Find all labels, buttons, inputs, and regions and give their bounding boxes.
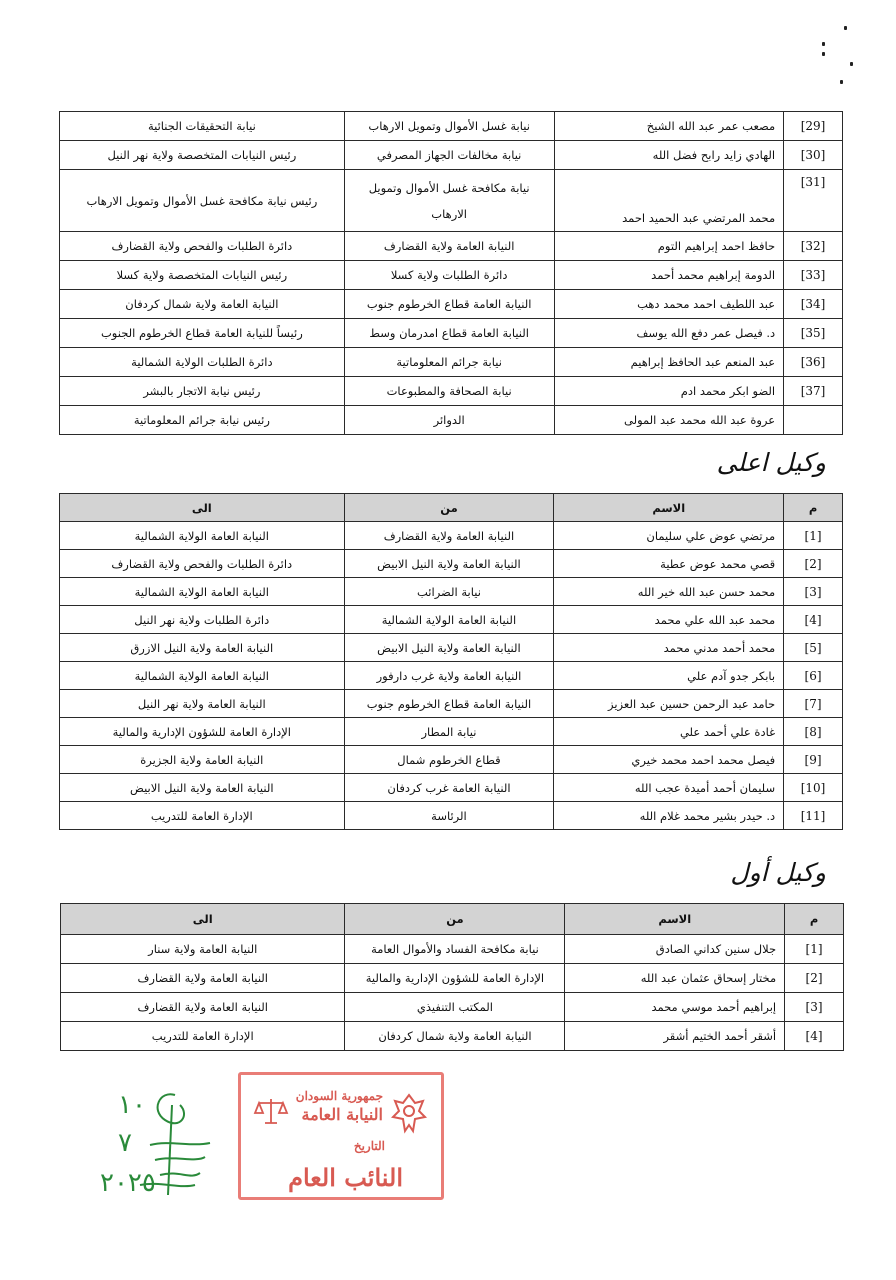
row-name: أشقر أحمد الختيم أشقر bbox=[565, 1022, 785, 1051]
table-row bbox=[60, 319, 843, 348]
row-name: محمد أحمد مدني محمد bbox=[554, 634, 784, 662]
table-row bbox=[60, 522, 843, 550]
continued-roster-table bbox=[59, 111, 843, 435]
header-name: الاسم bbox=[554, 494, 784, 522]
table-row bbox=[60, 578, 843, 606]
stamp-republic: جمهورية السودان bbox=[295, 1089, 383, 1103]
table-row bbox=[60, 290, 843, 319]
header-number: م bbox=[784, 494, 843, 522]
row-to: دائرة الطلبات والفحص ولاية القضارف bbox=[60, 550, 345, 578]
row-from: نيابة مخالفات الجهاز المصرفي bbox=[344, 141, 554, 170]
table-row bbox=[60, 348, 843, 377]
table-row bbox=[60, 232, 843, 261]
handwritten-month: ٧ bbox=[118, 1128, 132, 1158]
stamp-date-label: التاريخ bbox=[353, 1139, 385, 1153]
row-from: نيابة جرائم المعلوماتية bbox=[344, 348, 554, 377]
row-to: الإدارة العامة للشؤون الإدارية والمالية bbox=[60, 718, 345, 746]
row-name: مصعب عمر عبد الله الشيخ bbox=[554, 112, 784, 141]
table-row bbox=[60, 746, 843, 774]
row-to: رئيس نيابة الاتجار بالبشر bbox=[60, 377, 345, 406]
table-row bbox=[60, 606, 843, 634]
row-name: سليمان أحمد أميدة عجب الله bbox=[554, 774, 784, 802]
stamp-attorney-general: النائب العام bbox=[288, 1163, 403, 1192]
row-name: عروة عبد الله محمد عبد المولى bbox=[554, 406, 784, 435]
row-from: النيابة العامة غرب كردفان bbox=[344, 774, 554, 802]
table-header-row bbox=[60, 494, 843, 522]
row-number: [32] bbox=[784, 232, 843, 261]
row-number: [9] bbox=[784, 746, 843, 774]
row-to: دائرة الطلبات الولاية الشمالية bbox=[60, 348, 345, 377]
header-to: الى bbox=[60, 494, 345, 522]
row-number: [11] bbox=[784, 802, 843, 830]
row-number: [2] bbox=[784, 550, 843, 578]
header-to: الى bbox=[61, 904, 345, 935]
scan-marks bbox=[808, 22, 858, 92]
stamp-prosecution: النيابة العامة bbox=[301, 1105, 383, 1124]
row-to: النيابة العامة الولاية الشمالية bbox=[60, 662, 345, 690]
row-to: الإدارة العامة للتدريب bbox=[61, 1022, 345, 1051]
row-from: النيابة العامة قطاع الخرطوم جنوب bbox=[344, 290, 554, 319]
row-to: رئيس النيابات المتخصصة ولاية كسلا bbox=[60, 261, 345, 290]
row-number: [30] bbox=[784, 141, 843, 170]
row-name: حافظ احمد إبراهيم التوم bbox=[554, 232, 784, 261]
row-number: [5] bbox=[784, 634, 843, 662]
table-row bbox=[60, 261, 843, 290]
row-from: النيابة العامة ولاية النيل الابيض bbox=[344, 634, 554, 662]
row-number: [31] bbox=[784, 170, 843, 232]
row-number bbox=[784, 406, 843, 435]
row-number: [36] bbox=[784, 348, 843, 377]
row-name: بابكر جدو آدم علي bbox=[554, 662, 784, 690]
row-from: النيابة العامة ولاية القضارف bbox=[344, 522, 554, 550]
section-heading-senior-deputy: وكيل اعلى bbox=[716, 448, 826, 477]
row-to: رئيس نيابة مكافحة غسل الأموال وتمويل الارهاب bbox=[60, 170, 345, 232]
section-heading-first-deputy: وكيل أول bbox=[730, 858, 826, 887]
row-to: النيابة العامة ولاية نهر النيل bbox=[60, 690, 345, 718]
row-from: النيابة العامة قطاع امدرمان وسط bbox=[344, 319, 554, 348]
table-row bbox=[60, 112, 843, 141]
row-to: رئيساً للنيابة العامة قطاع الخرطوم الجنوب bbox=[60, 319, 345, 348]
row-number: [10] bbox=[784, 774, 843, 802]
row-to: النيابة العامة ولاية النيل الابيض bbox=[60, 774, 345, 802]
table-row bbox=[61, 964, 844, 993]
row-number: [33] bbox=[784, 261, 843, 290]
row-name: مختار إسحاق عثمان عبد الله bbox=[565, 964, 785, 993]
row-from: نيابة مكافحة غسل الأموال وتمويل الارهاب bbox=[344, 170, 554, 232]
row-to: النيابة العامة الولاية الشمالية bbox=[60, 522, 345, 550]
row-from: النيابة العامة ولاية النيل الابيض bbox=[344, 550, 554, 578]
row-name: محمد عبد الله علي محمد bbox=[554, 606, 784, 634]
handwritten-year: ٢٠٢٥ bbox=[100, 1168, 156, 1198]
row-from: الدوائر bbox=[344, 406, 554, 435]
row-to: النيابة العامة ولاية سنار bbox=[61, 935, 345, 964]
scales-of-justice-icon bbox=[253, 1097, 289, 1125]
row-to: النيابة العامة ولاية النيل الازرق bbox=[60, 634, 345, 662]
row-number: [29] bbox=[784, 112, 843, 141]
row-name: قصي محمد عوض عطية bbox=[554, 550, 784, 578]
table-row bbox=[60, 377, 843, 406]
row-name: الهادي زايد رابح فضل الله bbox=[554, 141, 784, 170]
row-to: النيابة العامة ولاية الجزيرة bbox=[60, 746, 345, 774]
row-to: النيابة العامة ولاية القضارف bbox=[61, 993, 345, 1022]
row-name: الدومة إبراهيم محمد أحمد bbox=[554, 261, 784, 290]
first-deputy-table bbox=[60, 903, 844, 1051]
row-number: [34] bbox=[784, 290, 843, 319]
senior-deputy-table bbox=[59, 493, 843, 830]
row-from: النيابة العامة قطاع الخرطوم جنوب bbox=[344, 690, 554, 718]
row-to: دائرة الطلبات والفحص ولاية القضارف bbox=[60, 232, 345, 261]
row-name: محمد حسن عبد الله خير الله bbox=[554, 578, 784, 606]
table-row bbox=[60, 406, 843, 435]
row-name: عبد اللطيف احمد محمد دهب bbox=[554, 290, 784, 319]
row-from: النيابة العامة الولاية الشمالية bbox=[344, 606, 554, 634]
row-name: إبراهيم أحمد موسي محمد bbox=[565, 993, 785, 1022]
row-number: [1] bbox=[785, 935, 844, 964]
row-name: جلال سنين كداني الصادق bbox=[565, 935, 785, 964]
row-name: الضو ابكر محمد ادم bbox=[554, 377, 784, 406]
row-name: مرتضي عوض علي سليمان bbox=[554, 522, 784, 550]
row-number: [6] bbox=[784, 662, 843, 690]
row-from: النيابة العامة ولاية غرب دارفور bbox=[344, 662, 554, 690]
eagle-emblem-icon bbox=[389, 1091, 429, 1135]
row-from: المكتب التنفيذي bbox=[345, 993, 565, 1022]
row-from: النيابة العامة ولاية شمال كردفان bbox=[345, 1022, 565, 1051]
table-row bbox=[61, 993, 844, 1022]
row-name: د. حيدر بشير محمد غلام الله bbox=[554, 802, 784, 830]
header-number: م bbox=[785, 904, 844, 935]
row-name: عبد المنعم عبد الحافظ إبراهيم bbox=[554, 348, 784, 377]
row-from: دائرة الطلبات ولاية كسلا bbox=[344, 261, 554, 290]
row-number: [2] bbox=[785, 964, 844, 993]
row-to: رئيس النيابات المتخصصة ولاية نهر النيل bbox=[60, 141, 345, 170]
table-row bbox=[60, 141, 843, 170]
table-header-row bbox=[61, 904, 844, 935]
row-name: محمد المرتضي عبد الحميد احمد bbox=[554, 170, 784, 232]
row-from: قطاع الخرطوم شمال bbox=[344, 746, 554, 774]
row-number: [4] bbox=[784, 606, 843, 634]
row-name: د. فيصل عمر دفع الله يوسف bbox=[554, 319, 784, 348]
row-to: النيابة العامة ولاية القضارف bbox=[61, 964, 345, 993]
row-number: [1] bbox=[784, 522, 843, 550]
table-row bbox=[60, 802, 843, 830]
table-row bbox=[60, 718, 843, 746]
row-number: [8] bbox=[784, 718, 843, 746]
row-number: [7] bbox=[784, 690, 843, 718]
row-name: فيصل محمد احمد محمد خيري bbox=[554, 746, 784, 774]
table-row bbox=[60, 550, 843, 578]
row-number: [35] bbox=[784, 319, 843, 348]
row-from: نيابة الصحافة والمطبوعات bbox=[344, 377, 554, 406]
header-from: من bbox=[344, 494, 554, 522]
row-from: نيابة مكافحة الفساد والأموال العامة bbox=[345, 935, 565, 964]
table-row bbox=[60, 662, 843, 690]
table-row bbox=[60, 170, 843, 232]
row-to: النيابة العامة ولاية شمال كردفان bbox=[60, 290, 345, 319]
row-number: [37] bbox=[784, 377, 843, 406]
header-from: من bbox=[345, 904, 565, 935]
row-to: رئيس نيابة جرائم المعلوماتية bbox=[60, 406, 345, 435]
row-from: نيابة غسل الأموال وتمويل الارهاب bbox=[344, 112, 554, 141]
official-stamp bbox=[238, 1072, 444, 1200]
row-to: نيابة التحقيقات الجنائية bbox=[60, 112, 345, 141]
row-to: الإدارة العامة للتدريب bbox=[60, 802, 345, 830]
row-from: النيابة العامة ولاية القضارف bbox=[344, 232, 554, 261]
row-from: الرئاسة bbox=[344, 802, 554, 830]
table-row bbox=[60, 774, 843, 802]
row-number: [4] bbox=[785, 1022, 844, 1051]
row-number: [3] bbox=[784, 578, 843, 606]
row-to: النيابة العامة الولاية الشمالية bbox=[60, 578, 345, 606]
row-to: دائرة الطلبات ولاية نهر النيل bbox=[60, 606, 345, 634]
row-from: نيابة الضرائب bbox=[344, 578, 554, 606]
table-row bbox=[60, 634, 843, 662]
header-name: الاسم bbox=[565, 904, 785, 935]
row-name: غادة علي أحمد علي bbox=[554, 718, 784, 746]
table-row bbox=[60, 690, 843, 718]
row-name: حامد عبد الرحمن حسين عبد العزيز bbox=[554, 690, 784, 718]
handwritten-day: ١٠ bbox=[118, 1090, 146, 1120]
table-row bbox=[61, 935, 844, 964]
row-number: [3] bbox=[785, 993, 844, 1022]
row-from: نيابة المطار bbox=[344, 718, 554, 746]
table-row bbox=[61, 1022, 844, 1051]
row-from: الإدارة العامة للشؤون الإدارية والمالية bbox=[345, 964, 565, 993]
